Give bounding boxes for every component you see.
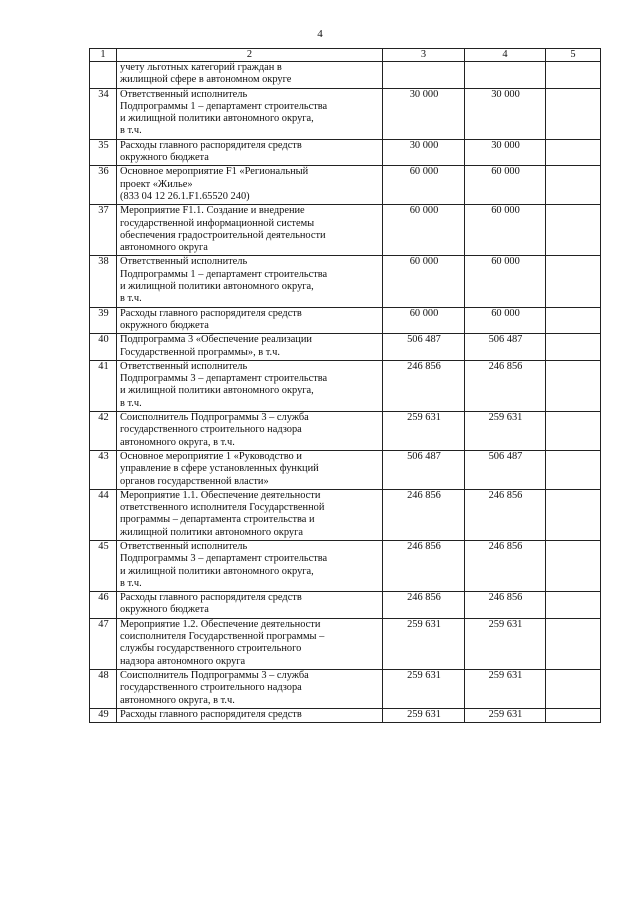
value-cell-5	[546, 139, 601, 166]
value-cell-4: 60 000	[465, 166, 546, 205]
table-row	[90, 256, 601, 307]
description-line: Подпрограммы 3 – департамент строительства	[120, 373, 328, 385]
value-cell-3: 506 487	[383, 450, 465, 489]
table-row	[90, 139, 601, 166]
row-number-cell: 42	[90, 412, 117, 451]
row-number-cell	[90, 62, 117, 89]
row-number-cell: 40	[90, 334, 117, 361]
description-line: автономного округа	[120, 242, 208, 254]
row-number-cell: 48	[90, 669, 117, 708]
table-row	[90, 412, 601, 451]
table-row	[90, 450, 601, 489]
table-row	[90, 62, 601, 89]
description-line: жилищной сфере в автономном округе	[120, 74, 292, 86]
description-line: обеспечения градостроительной деятельности	[120, 229, 326, 241]
value-cell-3: 60 000	[383, 256, 465, 307]
header-cell-5: 5	[546, 49, 601, 62]
header-cell-1: 1	[90, 49, 117, 62]
value-cell-4: 246 856	[465, 360, 546, 411]
description-line: органов государственной власти»	[120, 475, 269, 487]
value-cell-5	[546, 450, 601, 489]
description-cell	[117, 450, 383, 489]
table-row	[90, 166, 601, 205]
description-line: окружного бюджета	[120, 319, 209, 331]
description-line: в т.ч.	[120, 125, 142, 137]
value-cell-3: 60 000	[383, 166, 465, 205]
value-cell-4: 60 000	[465, 205, 546, 256]
description-line: управление в сфере установленных функций	[120, 463, 319, 475]
value-cell-3: 259 631	[383, 618, 465, 669]
description-line: Ответственный исполнитель	[120, 256, 248, 268]
value-cell-3: 246 856	[383, 592, 465, 619]
description-line: и жилищной политики автономного округа,	[120, 281, 314, 293]
description-line: Соисполнитель Подпрограммы 3 – служба	[120, 412, 309, 424]
header-cell-2: 2	[117, 49, 383, 62]
value-cell-3: 246 856	[383, 540, 465, 591]
table-row	[90, 669, 601, 708]
value-cell-5	[546, 618, 601, 669]
value-cell-4: 60 000	[465, 307, 546, 334]
description-cell	[117, 166, 383, 205]
value-cell-4: 246 856	[465, 540, 546, 591]
description-line: Подпрограммы 3 – департамент строительства	[120, 553, 328, 565]
value-cell-4	[465, 62, 546, 89]
value-cell-5	[546, 708, 601, 722]
description-line: учету льготных категорий граждан в	[120, 62, 282, 73]
description-line: Расходы главного распорядителя средств	[120, 708, 302, 720]
description-line: государственного строительного надзора	[120, 682, 302, 694]
budget-table	[89, 48, 601, 723]
value-cell-4: 259 631	[465, 669, 546, 708]
description-line: Государственной программы», в т.ч.	[120, 346, 280, 358]
description-line: проект «Жилье»	[120, 178, 193, 190]
description-cell	[117, 307, 383, 334]
table-row	[90, 618, 601, 669]
description-cell	[117, 489, 383, 540]
description-line: автономного округа, в т.ч.	[120, 436, 235, 448]
value-cell-4: 259 631	[465, 618, 546, 669]
row-number-cell: 41	[90, 360, 117, 411]
description-line: в т.ч.	[120, 577, 142, 589]
description-line: окружного бюджета	[120, 604, 209, 616]
value-cell-4: 60 000	[465, 256, 546, 307]
row-number-cell: 34	[90, 88, 117, 139]
description-line: Расходы главного распорядителя средств	[120, 307, 302, 319]
table-row	[90, 708, 601, 722]
value-cell-3: 246 856	[383, 489, 465, 540]
table-row	[90, 360, 601, 411]
description-cell	[117, 669, 383, 708]
description-line: автономного округа, в т.ч.	[120, 694, 235, 706]
description-cell	[117, 592, 383, 619]
description-line: Соисполнитель Подпрограммы 3 – служба	[120, 669, 309, 681]
value-cell-4: 30 000	[465, 88, 546, 139]
value-cell-3: 506 487	[383, 334, 465, 361]
description-line: Подпрограмма 3 «Обеспечение реализации	[120, 334, 312, 346]
table-row	[90, 205, 601, 256]
description-line: и жилищной политики автономного округа,	[120, 113, 314, 125]
description-line: жилищной политики автономного округа	[120, 526, 303, 538]
value-cell-5	[546, 334, 601, 361]
description-line: (833 04 12 26.1.F1.65520 240)	[120, 190, 250, 202]
description-line: государственного строительного надзора	[120, 424, 302, 436]
description-cell	[117, 334, 383, 361]
value-cell-4: 259 631	[465, 708, 546, 722]
description-line: окружного бюджета	[120, 152, 209, 164]
value-cell-5	[546, 669, 601, 708]
value-cell-3: 60 000	[383, 205, 465, 256]
row-number-cell: 35	[90, 139, 117, 166]
row-number-cell: 47	[90, 618, 117, 669]
description-line: Ответственный исполнитель	[120, 540, 248, 552]
description-cell	[117, 139, 383, 166]
description-line: Подпрограммы 1 – департамент строительства	[120, 100, 328, 112]
table-row	[90, 540, 601, 591]
value-cell-5	[546, 360, 601, 411]
table-row	[90, 307, 601, 334]
value-cell-3: 259 631	[383, 412, 465, 451]
header-cell-4: 4	[465, 49, 546, 62]
description-line: Мероприятие F1.1. Создание и внедрение	[120, 205, 305, 217]
description-line: Расходы главного распорядителя средств	[120, 139, 302, 151]
description-cell	[117, 62, 383, 89]
description-line: государственной информационной системы	[120, 217, 315, 229]
table-row	[90, 334, 601, 361]
description-cell	[117, 412, 383, 451]
description-line: Подпрограммы 1 – департамент строительства	[120, 268, 328, 280]
description-cell	[117, 540, 383, 591]
description-cell	[117, 205, 383, 256]
table-row	[90, 592, 601, 619]
description-line: Основное мероприятие 1 «Руководство и	[120, 450, 302, 462]
header-row	[90, 49, 601, 62]
description-line: и жилищной политики автономного округа,	[120, 565, 314, 577]
value-cell-5	[546, 540, 601, 591]
description-line: в т.ч.	[120, 293, 142, 305]
description-line: Ответственный исполнитель	[120, 88, 248, 100]
description-cell	[117, 256, 383, 307]
header-cell-3: 3	[383, 49, 465, 62]
value-cell-3: 246 856	[383, 360, 465, 411]
value-cell-3: 60 000	[383, 307, 465, 334]
description-cell	[117, 88, 383, 139]
value-cell-4: 30 000	[465, 139, 546, 166]
row-number-cell: 36	[90, 166, 117, 205]
page-number: 4	[317, 28, 323, 40]
description-line: ответственного исполнителя Государственной	[120, 502, 325, 514]
value-cell-5	[546, 412, 601, 451]
value-cell-5	[546, 256, 601, 307]
value-cell-3: 30 000	[383, 139, 465, 166]
value-cell-3	[383, 62, 465, 89]
value-cell-4: 506 487	[465, 450, 546, 489]
description-cell	[117, 708, 383, 722]
value-cell-3: 259 631	[383, 708, 465, 722]
description-cell	[117, 618, 383, 669]
value-cell-4: 259 631	[465, 412, 546, 451]
value-cell-3: 30 000	[383, 88, 465, 139]
row-number-cell: 39	[90, 307, 117, 334]
description-line: Основное мероприятие F1 «Региональный	[120, 166, 309, 178]
row-number-cell: 43	[90, 450, 117, 489]
value-cell-5	[546, 205, 601, 256]
row-number-cell: 46	[90, 592, 117, 619]
value-cell-4: 246 856	[465, 489, 546, 540]
description-line: Ответственный исполнитель	[120, 360, 248, 372]
value-cell-4: 246 856	[465, 592, 546, 619]
table-row	[90, 489, 601, 540]
value-cell-5	[546, 88, 601, 139]
row-number-cell: 45	[90, 540, 117, 591]
row-number-cell: 49	[90, 708, 117, 722]
row-number-cell: 44	[90, 489, 117, 540]
description-cell	[117, 360, 383, 411]
description-line: Расходы главного распорядителя средств	[120, 592, 302, 604]
value-cell-4: 506 487	[465, 334, 546, 361]
table-body	[90, 49, 601, 723]
row-number-cell: 38	[90, 256, 117, 307]
description-line: Мероприятие 1.1. Обеспечение деятельности	[120, 489, 321, 501]
description-line: в т.ч.	[120, 397, 142, 409]
description-line: программы – департамента строительства и	[120, 514, 315, 526]
description-line: соисполнителя Государственной программы –	[120, 631, 325, 643]
value-cell-5	[546, 592, 601, 619]
value-cell-5	[546, 62, 601, 89]
description-line: надзора автономного округа	[120, 655, 246, 667]
description-line: Мероприятие 1.2. Обеспечение деятельности	[120, 618, 321, 630]
value-cell-3: 259 631	[383, 669, 465, 708]
row-number-cell: 37	[90, 205, 117, 256]
value-cell-5	[546, 307, 601, 334]
value-cell-5	[546, 166, 601, 205]
table-row	[90, 88, 601, 139]
description-line: и жилищной политики автономного округа,	[120, 385, 314, 397]
description-line: службы государственного строительного	[120, 643, 302, 655]
value-cell-5	[546, 489, 601, 540]
